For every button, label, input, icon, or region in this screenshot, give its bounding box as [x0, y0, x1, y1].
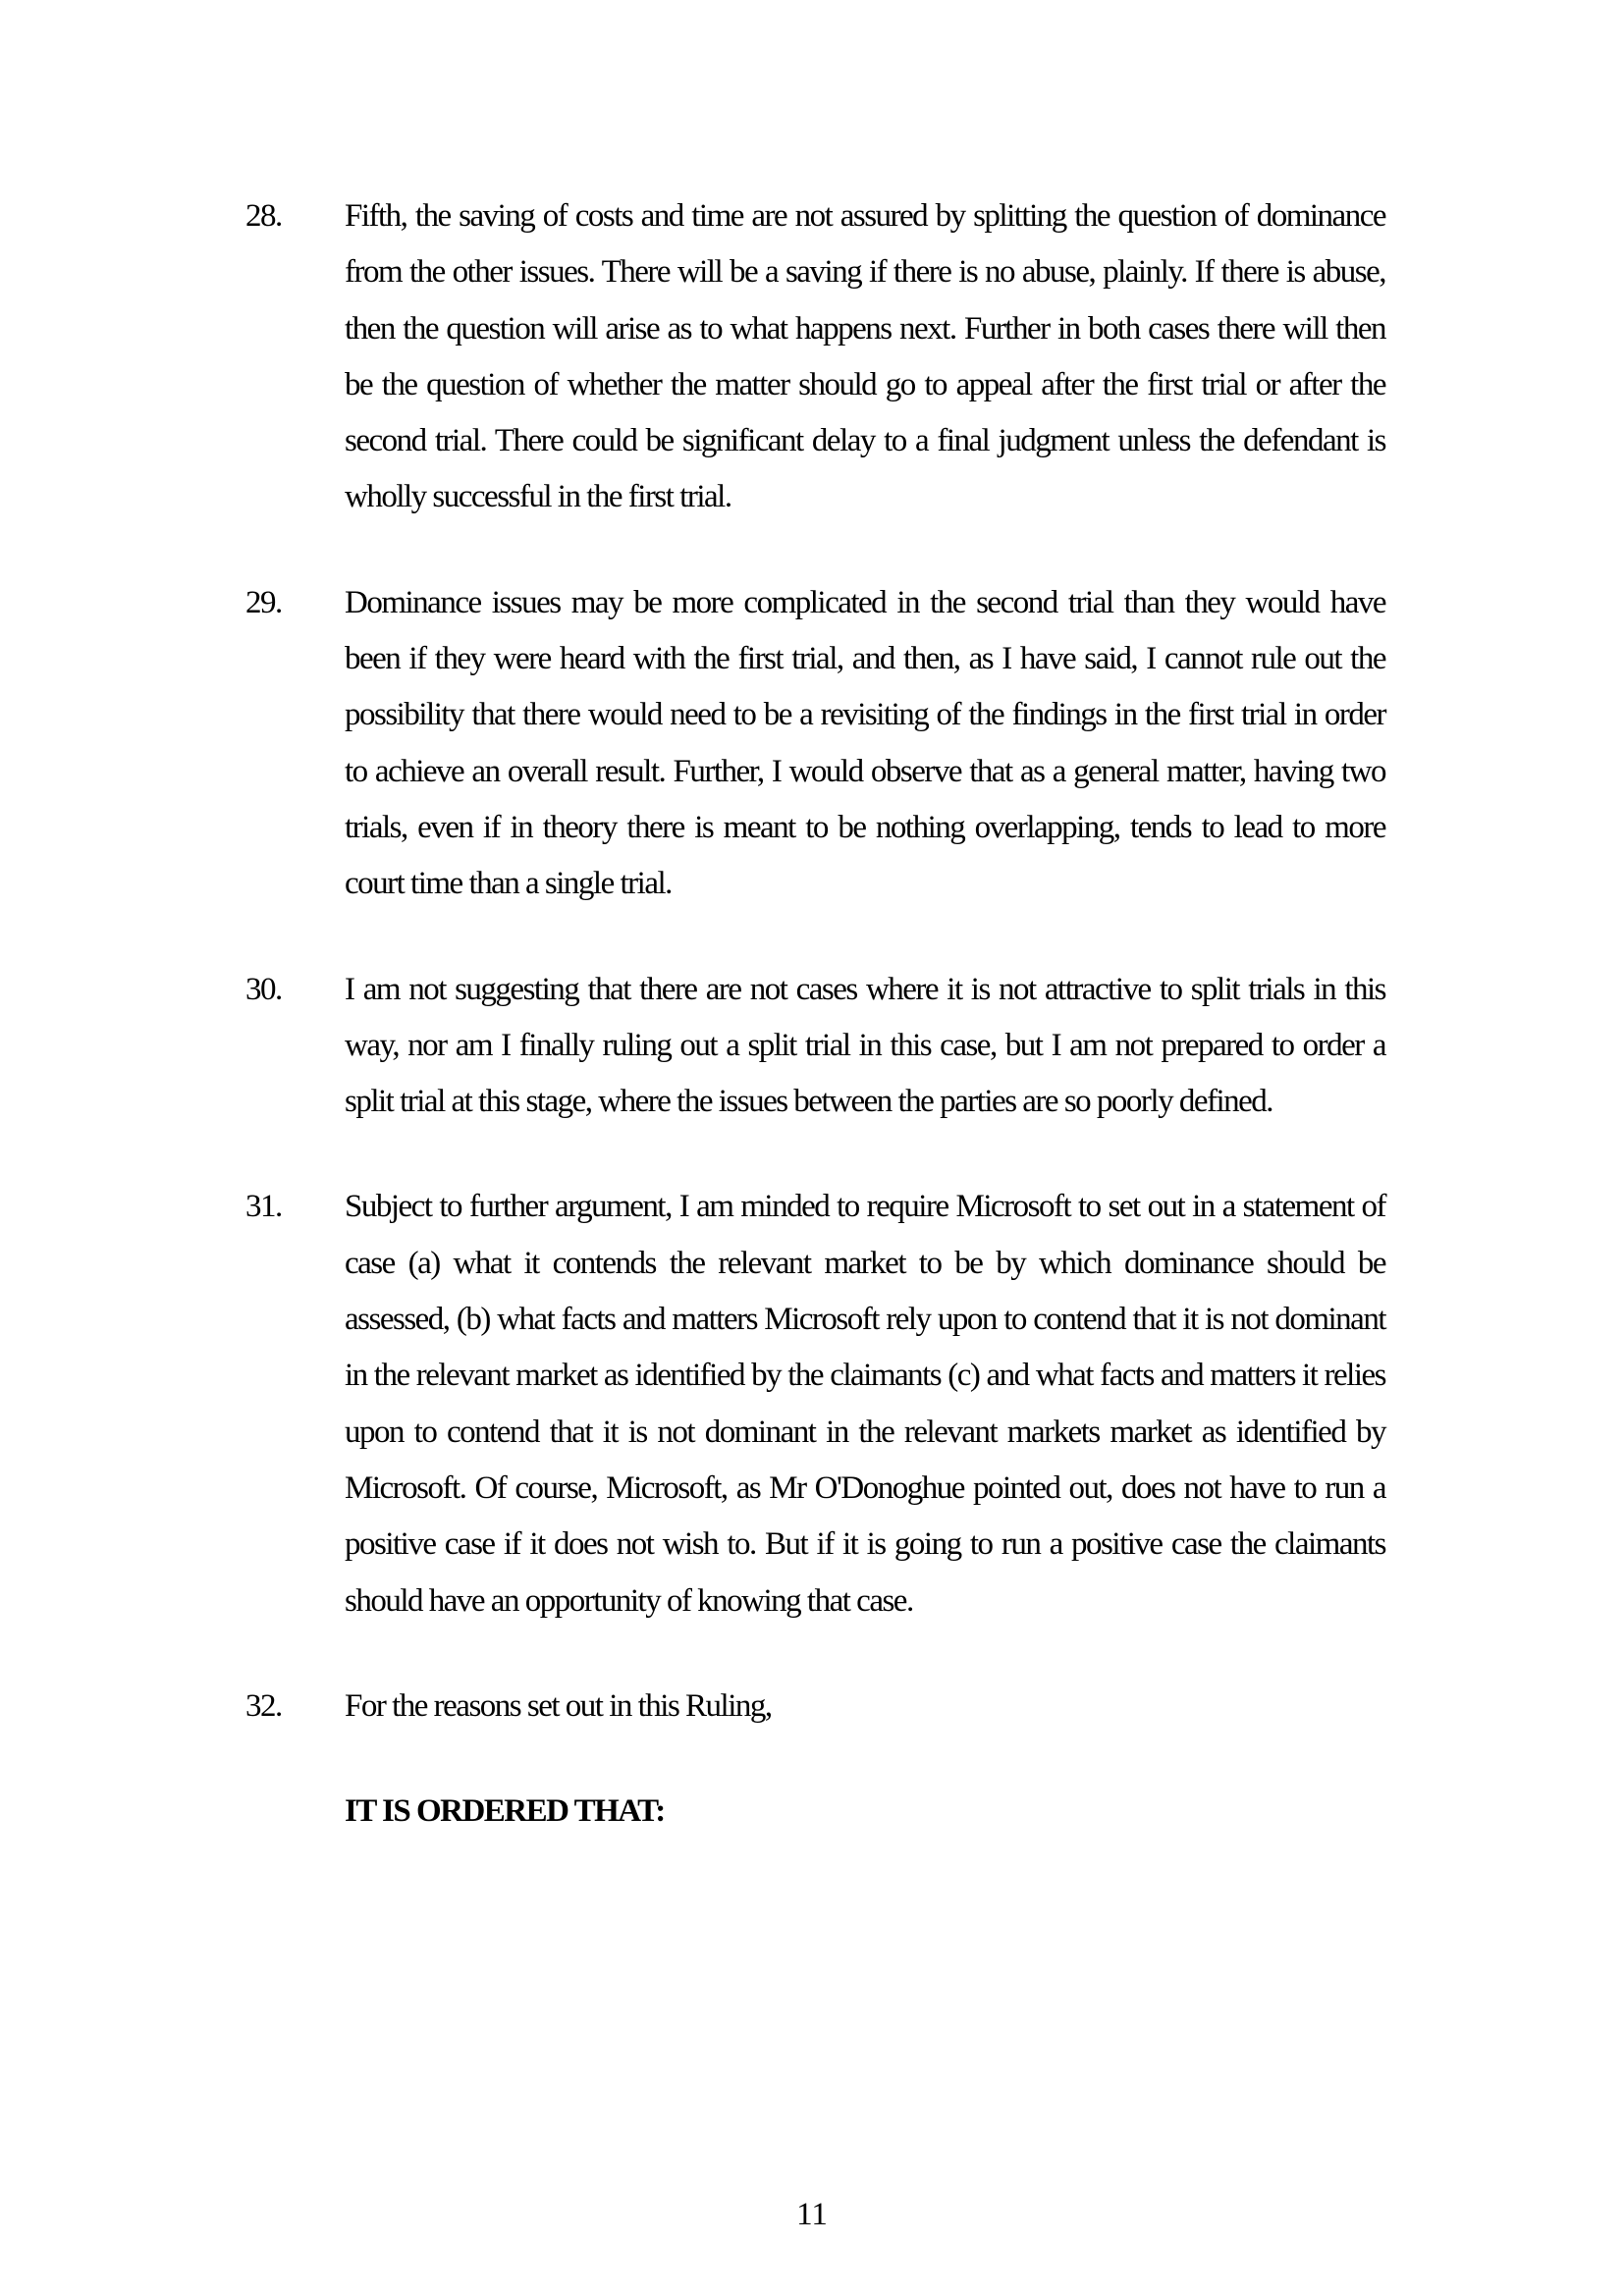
paragraph-28: [245, 188, 1385, 526]
order-heading: IT IS ORDERED THAT:: [345, 1793, 665, 1830]
paragraph-number: 29.: [245, 584, 282, 620]
paragraph-31: [245, 1179, 1385, 1629]
paragraph-29: [245, 575, 1385, 913]
paragraph-number: 31.: [245, 1189, 282, 1225]
page-content: [245, 188, 1385, 1840]
paragraph-32: [245, 1679, 1385, 1735]
paragraph-text: Dominance issues may be more complicated in the second trial than they would have been if they were heard with the first trial, and then, as I have said, I cannot rule out the possibility that there would need to be a revisiting of the findings in the first trial in order to achieve an overall result. Further, I would observe that as a general matter, having two trials, even if in theory there is meant to be nothing overlapping, tends to lead to more court time than a single trial.: [345, 584, 1385, 902]
paragraph-number: 32.: [245, 1687, 282, 1724]
paragraph-text: For the reasons set out in this Ruling,: [345, 1687, 772, 1724]
paragraph-text: Fifth, the saving of costs and time are not assured by splitting the question of dominance from the other issues. There will be a saving if there is no abuse, plainly. If there is abuse, then the question will arise as to what happens next. Further in both cases there will then be the question of whether the matter should go to appeal after the first trial or after the second trial. There could be significant delay to a final judgment unless the defendant is wholly successful in the first trial.: [345, 198, 1385, 515]
paragraph-text: Subject to further argument, I am minded to require Microsoft to set out in a statement of case (a) what it contends the relevant market to be by which dominance should be assessed, (b) what facts and matters Microsoft rely upon to contend that it is not dominant in the relevant market as identified by the claimants (c) and what facts and matters it relies upon to contend that it is not dominant in the relevant markets market as identified by Microsoft. Of course, Microsoft, as Mr O'Donoghue pointed out, does not have to run a positive case if it does not wish to. But if it is going to run a positive case the claimants should have an opportunity of knowing that case.: [345, 1189, 1385, 1619]
paragraph-number: 30.: [245, 971, 282, 1007]
paragraph-30: [245, 962, 1385, 1131]
paragraph-text: I am not suggesting that there are not cases where it is not attractive to split trials in this way, nor am I finally ruling out a split trial in this case, but I am not prepared to order a split trial at this stage, where the issues between the parties are so poorly defined.: [345, 971, 1385, 1120]
paragraph-number: 28.: [245, 198, 282, 234]
page-number: 11: [796, 2197, 828, 2232]
